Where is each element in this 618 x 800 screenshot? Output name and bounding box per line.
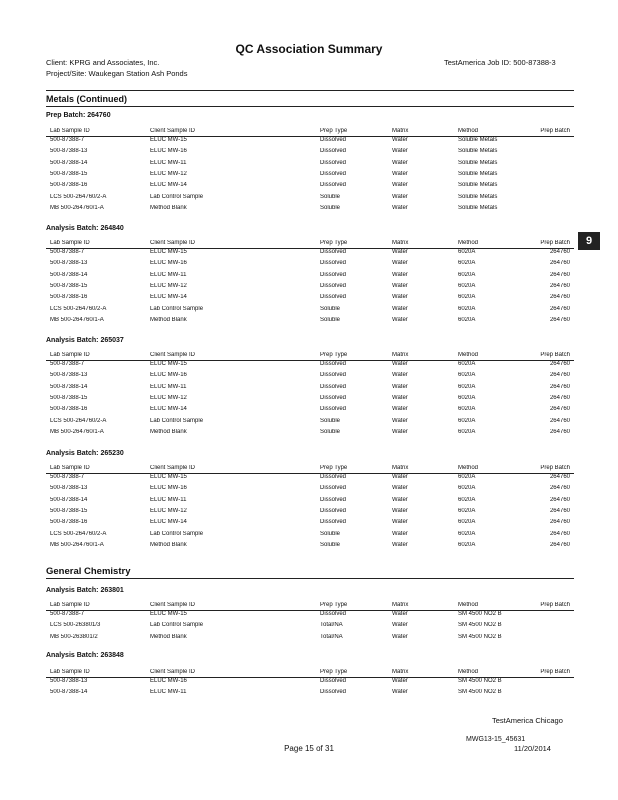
column-header: Matrix <box>392 602 409 608</box>
table-cell: Dissolved <box>320 148 347 155</box>
table-cell: 500-87388-14 <box>50 159 88 166</box>
table-cell: MB 500-264760/1-A <box>50 316 104 323</box>
table-row <box>46 395 574 405</box>
table-cell: Total/NA <box>320 622 343 629</box>
table-row <box>46 372 574 382</box>
page-number: Page 15 of 31 <box>284 744 334 753</box>
table-cell: 264760 <box>549 474 570 480</box>
table-cell: 264760 <box>549 417 570 424</box>
table-row <box>46 148 574 158</box>
table-cell: LCS 500-264760/2-A <box>50 305 107 312</box>
table-row <box>46 406 574 416</box>
table-cell: 500-87388-16 <box>50 294 88 301</box>
table-cell: Dissolved <box>320 485 347 492</box>
table-row <box>46 531 574 541</box>
table-cell: Water <box>392 260 408 267</box>
table-cell: Soluble Metals <box>458 182 498 189</box>
table-cell: SM 4500 NO2 B <box>458 611 502 617</box>
table-cell: Soluble <box>320 316 341 323</box>
table-cell: Water <box>392 372 408 379</box>
table-row <box>46 418 574 428</box>
column-header: Method <box>458 465 479 471</box>
table-cell: ELUC MW-14 <box>150 519 187 526</box>
table-cell: Lab Control Sample <box>150 305 204 312</box>
table-cell: ELUC MW-16 <box>150 148 187 155</box>
table-cell: Dissolved <box>320 294 347 301</box>
table-row <box>46 622 574 632</box>
table-cell: SM 4500 NO2 B <box>458 622 502 629</box>
table-cell: 500-87388-16 <box>50 519 88 526</box>
table-cell: 500-87388-16 <box>50 406 88 413</box>
table-cell: MB 500-263801/2 <box>50 633 98 640</box>
table-cell: Water <box>392 204 408 211</box>
table-row <box>46 249 574 259</box>
table-cell: Soluble <box>320 417 341 424</box>
table-cell: 500-87388-7 <box>50 611 85 617</box>
footer-code: MWG13-15_45631 <box>466 736 526 743</box>
table-cell: MB 500-264760/1-A <box>50 428 104 435</box>
table-cell: 6020A <box>458 417 476 424</box>
table-cell: SM 4500 NO2 B <box>458 678 502 684</box>
table-cell: 500-87388-14 <box>50 383 88 390</box>
table-cell: ELUC MW-12 <box>150 507 187 514</box>
table-cell: SM 4500 NO2 B <box>458 689 502 696</box>
table-cell: Method Blank <box>150 633 187 640</box>
table-cell: Water <box>392 507 408 514</box>
table-cell: Water <box>392 678 408 684</box>
column-header: Matrix <box>392 128 409 134</box>
column-header: Prep Type <box>320 465 348 471</box>
table-cell: Water <box>392 474 408 480</box>
batch-label: Analysis Batch: 265037 <box>46 337 124 344</box>
table-cell: Water <box>392 305 408 312</box>
table-row <box>46 272 574 282</box>
table-cell: ELUC MW-16 <box>150 372 187 379</box>
header-rule <box>46 90 574 91</box>
table-cell: Soluble <box>320 204 341 211</box>
table-cell: Lab Control Sample <box>150 530 204 537</box>
column-header: Method <box>458 669 479 675</box>
table-cell: Soluble Metals <box>458 137 498 143</box>
table-cell: 500-87388-15 <box>50 282 88 289</box>
table-cell: Water <box>392 541 408 548</box>
column-header: Lab Sample ID <box>50 602 90 608</box>
table-cell: 6020A <box>458 530 476 537</box>
table-cell: 500-87388-13 <box>50 260 88 267</box>
table-cell: 6020A <box>458 305 476 312</box>
table-cell: Water <box>392 249 408 255</box>
table-cell: Dissolved <box>320 678 347 684</box>
table-cell: Soluble Metals <box>458 193 498 200</box>
table-cell: Dissolved <box>320 406 347 413</box>
column-header: Prep Batch <box>540 352 570 358</box>
table-cell: 264760 <box>549 282 570 289</box>
batch-label: Analysis Batch: 263848 <box>46 652 124 659</box>
table-cell: ELUC MW-12 <box>150 170 187 177</box>
table-cell: 500-87388-7 <box>50 249 85 255</box>
table-cell: 264760 <box>549 316 570 323</box>
table-cell: Dissolved <box>320 611 347 617</box>
table-cell: Dissolved <box>320 182 347 189</box>
table-cell: Water <box>392 148 408 155</box>
table-cell: 264760 <box>549 249 570 255</box>
table-cell: Dissolved <box>320 383 347 390</box>
column-header: Prep Type <box>320 669 348 675</box>
column-header: Prep Batch <box>540 602 570 608</box>
table-cell: Water <box>392 383 408 390</box>
column-header: Prep Type <box>320 602 348 608</box>
table-cell: 264760 <box>549 485 570 492</box>
table-cell: ELUC MW-12 <box>150 282 187 289</box>
column-header: Prep Batch <box>540 128 570 134</box>
table-cell: 500-87388-14 <box>50 689 88 696</box>
column-header: Prep Type <box>320 240 348 246</box>
table-cell: 264760 <box>549 496 570 503</box>
table-cell: 264760 <box>549 383 570 390</box>
table-row <box>46 283 574 293</box>
table-row <box>46 519 574 529</box>
table-cell: 6020A <box>458 316 476 323</box>
batch-label: Analysis Batch: 263801 <box>46 587 124 594</box>
table-cell: Water <box>392 361 408 367</box>
table-row <box>46 474 574 484</box>
table-cell: Dissolved <box>320 249 347 255</box>
table-cell: 6020A <box>458 282 476 289</box>
column-header: Method <box>458 602 479 608</box>
table-cell: Dissolved <box>320 170 347 177</box>
table-cell: Water <box>392 271 408 278</box>
table-cell: Total/NA <box>320 633 343 640</box>
table-cell: ELUC MW-15 <box>150 611 187 617</box>
table-cell: Method Blank <box>150 316 187 323</box>
table-cell: MB 500-264760/1-A <box>50 204 104 211</box>
table-cell: Soluble <box>320 305 341 312</box>
table-cell: 500-87388-7 <box>50 361 85 367</box>
table-cell: Dissolved <box>320 519 347 526</box>
table-row <box>46 194 574 204</box>
table-cell: 500-87388-15 <box>50 394 88 401</box>
table-cell: Dissolved <box>320 271 347 278</box>
table-row <box>46 634 574 644</box>
table-row <box>46 294 574 304</box>
table-cell: ELUC MW-12 <box>150 394 187 401</box>
table-row <box>46 182 574 192</box>
table-cell: Soluble Metals <box>458 159 498 166</box>
table-cell: Water <box>392 294 408 301</box>
table-cell: 6020A <box>458 496 476 503</box>
table-cell: 6020A <box>458 383 476 390</box>
table-row <box>46 384 574 394</box>
table-cell: Dissolved <box>320 394 347 401</box>
table-cell: 6020A <box>458 519 476 526</box>
table-cell: Water <box>392 159 408 166</box>
table-cell: 264760 <box>549 519 570 526</box>
table-cell: Dissolved <box>320 372 347 379</box>
table-cell: Soluble Metals <box>458 170 498 177</box>
table-cell: Water <box>392 170 408 177</box>
section-title: Metals (Continued) <box>46 94 127 104</box>
report-date: 11/20/2014 <box>514 744 551 753</box>
column-header: Lab Sample ID <box>50 669 90 675</box>
table-cell: ELUC MW-14 <box>150 294 187 301</box>
table-cell: ELUC MW-16 <box>150 678 187 684</box>
table-row <box>46 205 574 215</box>
batch-label: Analysis Batch: 264840 <box>46 225 124 232</box>
column-header: Lab Sample ID <box>50 352 90 358</box>
table-cell: 500-87388-7 <box>50 474 85 480</box>
table-row <box>46 485 574 495</box>
column-header: Matrix <box>392 465 409 471</box>
table-cell: 6020A <box>458 474 476 480</box>
table-cell: 6020A <box>458 507 476 514</box>
table-cell: Dissolved <box>320 361 347 367</box>
table-cell: 6020A <box>458 260 476 267</box>
batch-label: Analysis Batch: 265230 <box>46 450 124 457</box>
table-cell: Soluble <box>320 193 341 200</box>
table-cell: 264760 <box>549 507 570 514</box>
job-id: TestAmerica Job ID: 500-87388-3 <box>444 58 556 67</box>
table-row <box>46 508 574 518</box>
table-cell: Water <box>392 316 408 323</box>
table-cell: ELUC MW-11 <box>150 496 187 503</box>
column-header: Client Sample ID <box>150 240 196 246</box>
table-cell: Water <box>392 689 408 696</box>
table-cell: 264760 <box>549 271 570 278</box>
table-cell: Water <box>392 519 408 526</box>
table-row <box>46 317 574 327</box>
table-cell: 6020A <box>458 406 476 413</box>
table-cell: 500-87388-15 <box>50 507 88 514</box>
table-cell: Dissolved <box>320 689 347 696</box>
table-cell: 500-87388-15 <box>50 170 88 177</box>
column-header: Lab Sample ID <box>50 128 90 134</box>
table-cell: 264760 <box>549 305 570 312</box>
table-cell: ELUC MW-14 <box>150 406 187 413</box>
column-header: Client Sample ID <box>150 352 196 358</box>
table-cell: ELUC MW-11 <box>150 159 187 166</box>
table-cell: 264760 <box>549 530 570 537</box>
table-cell: LCS 500-264760/2-A <box>50 193 107 200</box>
table-cell: 500-87388-14 <box>50 271 88 278</box>
table-cell: ELUC MW-16 <box>150 260 187 267</box>
section-rule <box>46 106 574 107</box>
table-cell: Soluble Metals <box>458 148 498 155</box>
table-cell: 500-87388-13 <box>50 148 88 155</box>
table-cell: 264760 <box>549 372 570 379</box>
table-cell: 500-87388-7 <box>50 137 85 143</box>
column-header: Matrix <box>392 669 409 675</box>
table-cell: 264760 <box>549 394 570 401</box>
table-cell: Water <box>392 182 408 189</box>
table-cell: 6020A <box>458 394 476 401</box>
table-cell: Dissolved <box>320 282 347 289</box>
column-header: Matrix <box>392 352 409 358</box>
table-cell: 264760 <box>549 406 570 413</box>
table-cell: Soluble <box>320 530 341 537</box>
column-header: Method <box>458 352 479 358</box>
column-header: Client Sample ID <box>150 465 196 471</box>
table-cell: Dissolved <box>320 507 347 514</box>
table-cell: Water <box>392 193 408 200</box>
page-title: QC Association Summary <box>235 42 383 56</box>
table-cell: Lab Control Sample <box>150 622 204 629</box>
table-cell: 6020A <box>458 485 476 492</box>
column-header: Lab Sample ID <box>50 465 90 471</box>
table-cell: 264760 <box>549 428 570 435</box>
table-row <box>46 429 574 439</box>
table-cell: Water <box>392 530 408 537</box>
section-title: General Chemistry <box>46 566 131 577</box>
column-header: Method <box>458 128 479 134</box>
table-cell: 6020A <box>458 372 476 379</box>
table-cell: Water <box>392 428 408 435</box>
table-row <box>46 260 574 270</box>
table-cell: 6020A <box>458 294 476 301</box>
table-cell: ELUC MW-14 <box>150 182 187 189</box>
column-header: Method <box>458 240 479 246</box>
table-cell: 264760 <box>549 541 570 548</box>
table-cell: LCS 500-264760/2-A <box>50 530 107 537</box>
table-cell: Method Blank <box>150 428 187 435</box>
table-cell: 264760 <box>549 294 570 301</box>
table-cell: 500-87388-13 <box>50 372 88 379</box>
table-cell: ELUC MW-16 <box>150 485 187 492</box>
table-cell: Water <box>392 633 408 640</box>
table-cell: 6020A <box>458 428 476 435</box>
table-cell: ELUC MW-15 <box>150 361 187 367</box>
table-row <box>46 497 574 507</box>
column-header: Client Sample ID <box>150 602 196 608</box>
table-cell: Water <box>392 417 408 424</box>
footer-company: TestAmerica Chicago <box>492 716 563 725</box>
table-row <box>46 306 574 316</box>
table-cell: Dissolved <box>320 496 347 503</box>
table-cell: 500-87388-13 <box>50 485 88 492</box>
table-cell: ELUC MW-11 <box>150 383 187 390</box>
table-cell: Soluble Metals <box>458 204 498 211</box>
table-row <box>46 137 574 147</box>
column-header: Prep Batch <box>540 240 570 246</box>
column-header: Client Sample ID <box>150 128 196 134</box>
table-cell: Method Blank <box>150 541 187 548</box>
table-cell: Water <box>392 282 408 289</box>
table-row <box>46 160 574 170</box>
section-tab: 9 <box>578 232 600 250</box>
table-row <box>46 542 574 552</box>
table-cell: Dissolved <box>320 474 347 480</box>
section-rule <box>46 578 574 579</box>
table-cell: 500-87388-14 <box>50 496 88 503</box>
column-header: Prep Batch <box>540 669 570 675</box>
table-cell: ELUC MW-15 <box>150 249 187 255</box>
table-cell: Water <box>392 137 408 143</box>
table-cell: 6020A <box>458 249 476 255</box>
table-cell: ELUC MW-15 <box>150 474 187 480</box>
column-header: Prep Type <box>320 352 348 358</box>
table-cell: 6020A <box>458 271 476 278</box>
table-row <box>46 361 574 371</box>
table-cell: LCS 500-264760/2-A <box>50 417 107 424</box>
table-cell: ELUC MW-15 <box>150 137 187 143</box>
table-cell: 500-87388-13 <box>50 678 88 684</box>
table-cell: Water <box>392 611 408 617</box>
table-cell: 264760 <box>549 260 570 267</box>
table-cell: ELUC MW-11 <box>150 271 187 278</box>
table-cell: ELUC MW-11 <box>150 689 187 696</box>
table-cell: Water <box>392 406 408 413</box>
table-row <box>46 689 574 699</box>
table-cell: Dissolved <box>320 159 347 166</box>
table-cell: Method Blank <box>150 204 187 211</box>
column-header: Prep Batch <box>540 465 570 471</box>
batch-label: Prep Batch: 264760 <box>46 112 111 119</box>
table-row <box>46 611 574 621</box>
column-header: Prep Type <box>320 128 348 134</box>
project-line: Project/Site: Waukegan Station Ash Ponds <box>46 69 188 78</box>
column-header: Matrix <box>392 240 409 246</box>
table-row <box>46 678 574 688</box>
table-cell: LCS 500-263801/3 <box>50 622 101 629</box>
table-cell: MB 500-264760/1-A <box>50 541 104 548</box>
table-cell: Water <box>392 394 408 401</box>
table-cell: Soluble <box>320 541 341 548</box>
table-cell: Soluble <box>320 428 341 435</box>
table-cell: Dissolved <box>320 137 347 143</box>
table-cell: Water <box>392 485 408 492</box>
table-cell: 6020A <box>458 541 476 548</box>
table-cell: Dissolved <box>320 260 347 267</box>
table-cell: Lab Control Sample <box>150 193 204 200</box>
client-line: Client: KPRG and Associates, Inc. <box>46 58 160 67</box>
table-cell: Lab Control Sample <box>150 417 204 424</box>
table-cell: Water <box>392 496 408 503</box>
table-cell: 500-87388-16 <box>50 182 88 189</box>
table-cell: 264760 <box>549 361 570 367</box>
column-header: Lab Sample ID <box>50 240 90 246</box>
table-row <box>46 171 574 181</box>
table-cell: SM 4500 NO2 B <box>458 633 502 640</box>
column-header: Client Sample ID <box>150 669 196 675</box>
table-cell: Water <box>392 622 408 629</box>
table-cell: 6020A <box>458 361 476 367</box>
